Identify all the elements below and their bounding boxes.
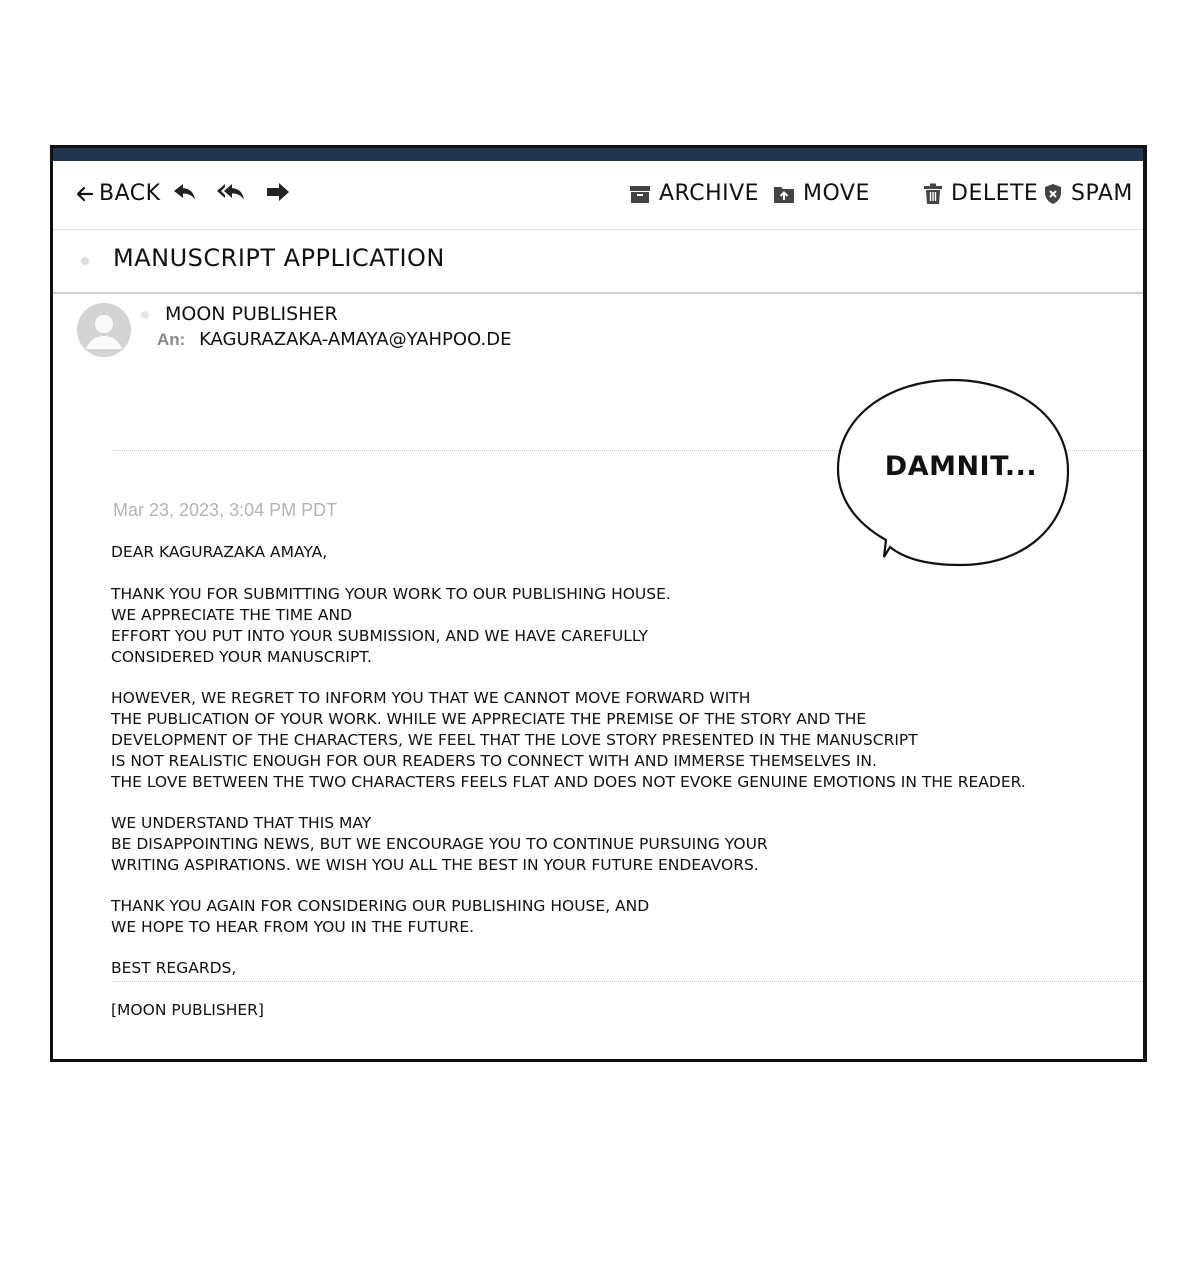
signature-divider xyxy=(113,981,1143,982)
avatar[interactable] xyxy=(77,303,131,357)
trash-icon xyxy=(923,183,943,205)
reply-all-button[interactable] xyxy=(216,181,246,203)
recipient-address[interactable]: KAGURAZAKA-AMAYA@YAHPOO.DE xyxy=(199,329,512,350)
email-signature: [MOON PUBLISHER] xyxy=(111,1001,264,1019)
speech-bubble-text: DAMNIT... xyxy=(884,451,1038,482)
archive-icon xyxy=(629,184,651,204)
back-label: BACK xyxy=(99,181,161,206)
reply-all-icon xyxy=(216,181,246,203)
unread-dot xyxy=(81,257,89,265)
email-closing: BEST REGARDS, xyxy=(111,959,237,977)
email-greeting: DEAR KAGURAZAKA AMAYA, xyxy=(111,543,328,561)
email-subject: MANUSCRIPT APPLICATION xyxy=(113,244,445,272)
recipient-line xyxy=(157,329,511,350)
delete-label: DELETE xyxy=(951,181,1039,206)
spam-button[interactable] xyxy=(1043,181,1133,206)
forward-button[interactable] xyxy=(265,181,291,203)
email-paragraph-4: THANK YOU AGAIN FOR CONSIDERING OUR PUBLISHING HOUSE, AND WE HOPE TO HEAR FROM YOU IN THE FUTURE. xyxy=(111,897,650,936)
spam-label: SPAM xyxy=(1071,181,1133,206)
back-button[interactable] xyxy=(75,181,161,206)
user-silhouette-icon xyxy=(77,303,131,357)
archive-label: ARCHIVE xyxy=(659,181,760,206)
email-toolbar xyxy=(53,161,1143,230)
email-window xyxy=(50,145,1147,1062)
subject-row xyxy=(53,230,1143,294)
email-paragraph-1: THANK YOU FOR SUBMITTING YOUR WORK TO OUR PUBLISHING HOUSE. WE APPRECIATE THE TIME AND EFFORT YOU PUT INTO YOUR SUBMISSION, AND WE HAVE CAREFULLY CONSIDERED YOUR MANUSCRIPT. xyxy=(111,585,671,666)
move-button[interactable] xyxy=(773,181,870,206)
email-paragraph-3: WE UNDERSTAND THAT THIS MAY BE DISAPPOINTING NEWS, BUT WE ENCOURAGE YOU TO CONTINUE PURSUING YOUR WRITING ASPIRATIONS. WE WISH YOU ALL THE BEST IN YOUR FUTURE ENDEAVORS. xyxy=(111,814,768,874)
archive-button[interactable] xyxy=(629,181,759,206)
speech-bubble xyxy=(836,377,1070,567)
reply-button[interactable] xyxy=(172,181,198,203)
forward-icon xyxy=(265,181,291,203)
sender-name: MOON PUBLISHER xyxy=(165,303,338,325)
email-timestamp: Mar 23, 2023, 3:04 PM PDT xyxy=(113,500,338,520)
sender-block xyxy=(53,295,1143,365)
email-paragraph-2: HOWEVER, WE REGRET TO INFORM YOU THAT WE CANNOT MOVE FORWARD WITH THE PUBLICATION OF YOUR WORK. WHILE WE APPRECIATE THE PREMISE OF THE STORY AND THE DEVELOPMENT OF THE CHARACTERS, WE FEEL THAT THE LOVE STORY PRESENTED IN THE MANUSCRIPT IS NOT REALISTIC ENOUGH FOR OUR READERS TO CONNECT WITH AND IMMERSE THEMSELVES IN. THE LOVE BETWEEN THE TWO CHARACTERS FEELS FLAT AND DOES NOT EVOKE GENUINE EMOTIONS IN THE READER. xyxy=(111,689,1026,791)
move-label: MOVE xyxy=(803,181,870,206)
to-label: An: xyxy=(157,330,186,349)
shield-x-icon xyxy=(1043,183,1063,205)
arrow-left-icon xyxy=(75,184,95,204)
move-icon xyxy=(773,184,795,204)
status-dot xyxy=(141,311,149,319)
delete-button[interactable] xyxy=(923,181,1038,206)
window-top-bar xyxy=(53,145,1143,161)
reply-icon xyxy=(172,181,198,203)
